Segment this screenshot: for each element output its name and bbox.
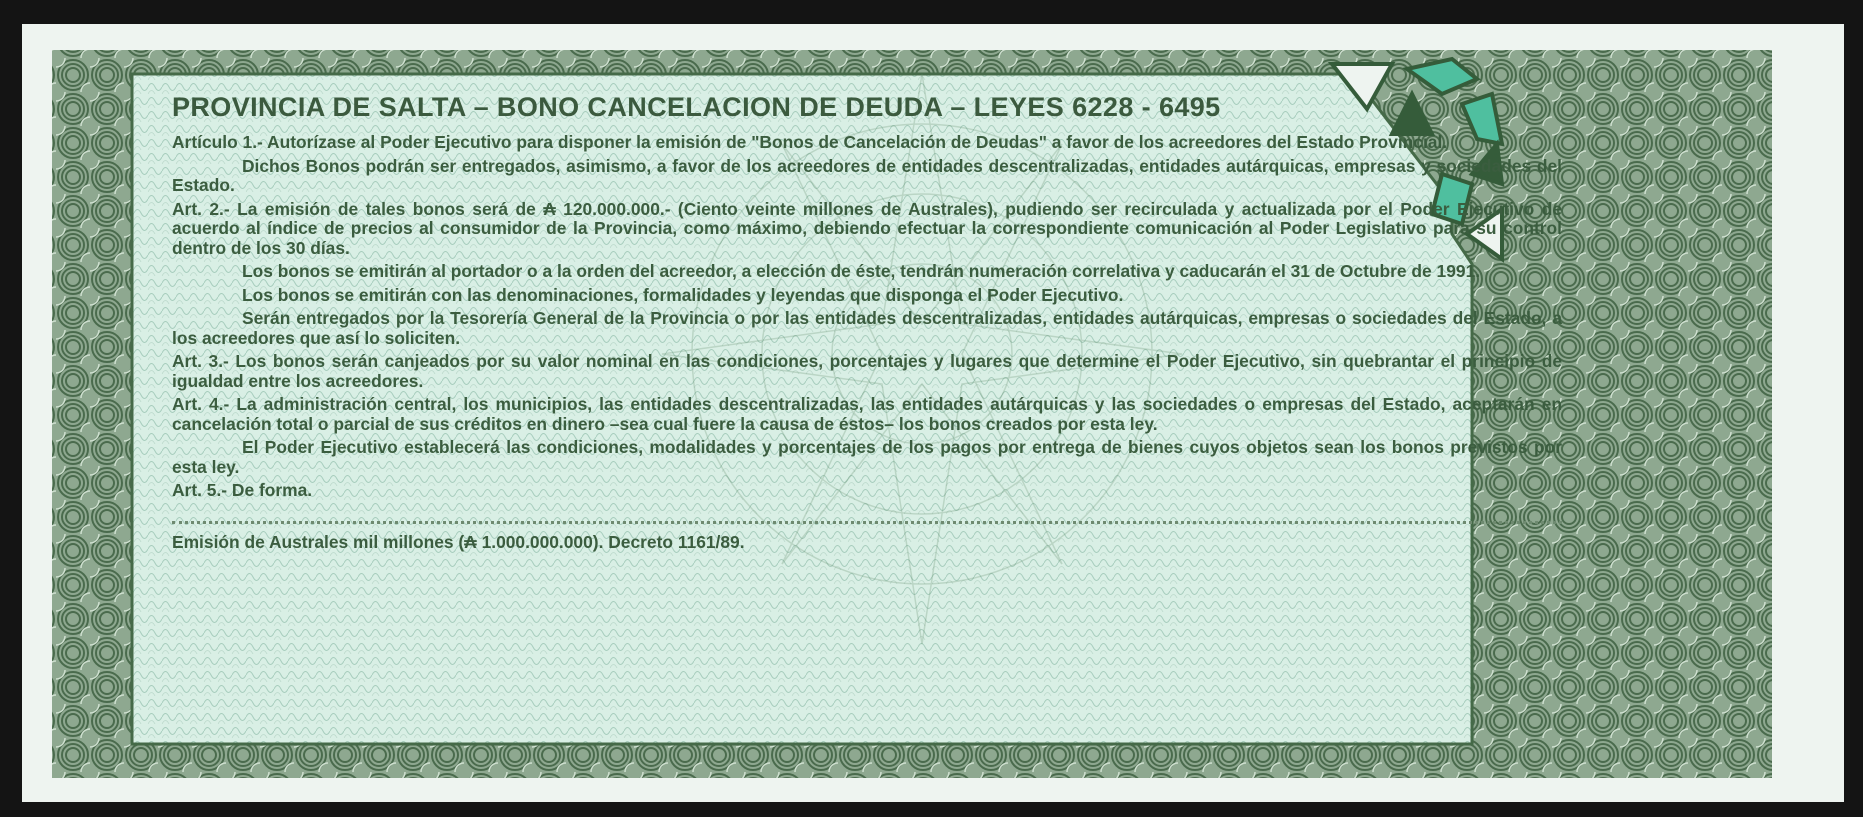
article-3: Art. 3.- Los bonos serán canjeados por su valor nominal en las condiciones, porcentajes y lugares que determine el Poder Ejecutivo, sin quebrantar el principio de igualdad entre los acreedores.	[172, 351, 1562, 391]
emission-note: Emisión de Australes mil millones (₳ 1.000.000.000). Decreto 1161/89.	[172, 531, 745, 552]
article-4-paragraph-2: El Poder Ejecutivo establecerá las condiciones, modalidades y porcentajes de los pagos por entrega de bienes cuyos objetos sean los bonos previstos por esta ley.	[172, 437, 1562, 477]
dotted-separator	[172, 521, 1562, 524]
bond-note	[22, 24, 1844, 802]
article-2: Art. 2.- La emisión de tales bonos será de ₳ 120.000.000.- (Ciento veinte millones de Australes), pudiendo ser recirculada y actualizada por el Poder Ejecutivo de acuerdo al índice de precios al consumidor de la Provincia, como máximo, debiendo efectuar la correspondiente comunicación al Poder Legislativo para su control dentro de los 30 días.	[172, 198, 1562, 258]
article-1-paragraph-2: Dichos Bonos podrán ser entregados, asimismo, a favor de los acreedores de entidades descentralizadas, entidades autárquicas, empresas y sociedades del Estado.	[172, 155, 1562, 195]
bond-title: PROVINCIA DE SALTA – BONO CANCELACION DE DEUDA – LEYES 6228 - 6495	[172, 92, 1221, 122]
article-2-paragraph-4: Serán entregados por la Tesorería General de la Provincia o por las entidades descentralizadas, entidades autárquicas, empresas o sociedades del Estado, a los acreedores que así lo soliciten.	[172, 308, 1562, 348]
article-1: Artículo 1.- Autorízase al Poder Ejecutivo para disponer la emisión de "Bonos de Cancelación de Deudas" a favor de los acreedores del Estado Provincial.	[172, 132, 1448, 152]
bond-text-block	[172, 92, 1562, 553]
article-5: Art. 5.- De forma.	[172, 480, 313, 500]
article-4: Art. 4.- La administración central, los municipios, las entidades descentralizadas, las entidades autárquicas y las sociedades o empresas del Estado, aceptarán en cancelación total o parcial de sus créditos en dinero –sea cual fuere la causa de éstos– los bonos creados por esta ley.	[172, 394, 1562, 434]
article-2-paragraph-3: Los bonos se emitirán con las denominaciones, formalidades y leyendas que disponga el Poder Ejecutivo.	[242, 284, 1124, 305]
article-2-paragraph-2: Los bonos se emitirán al portador o a la orden del acreedor, a elección de éste, tendrán numeración correlativa y caducarán el 31 de Octubre de 1991.	[242, 261, 1481, 281]
